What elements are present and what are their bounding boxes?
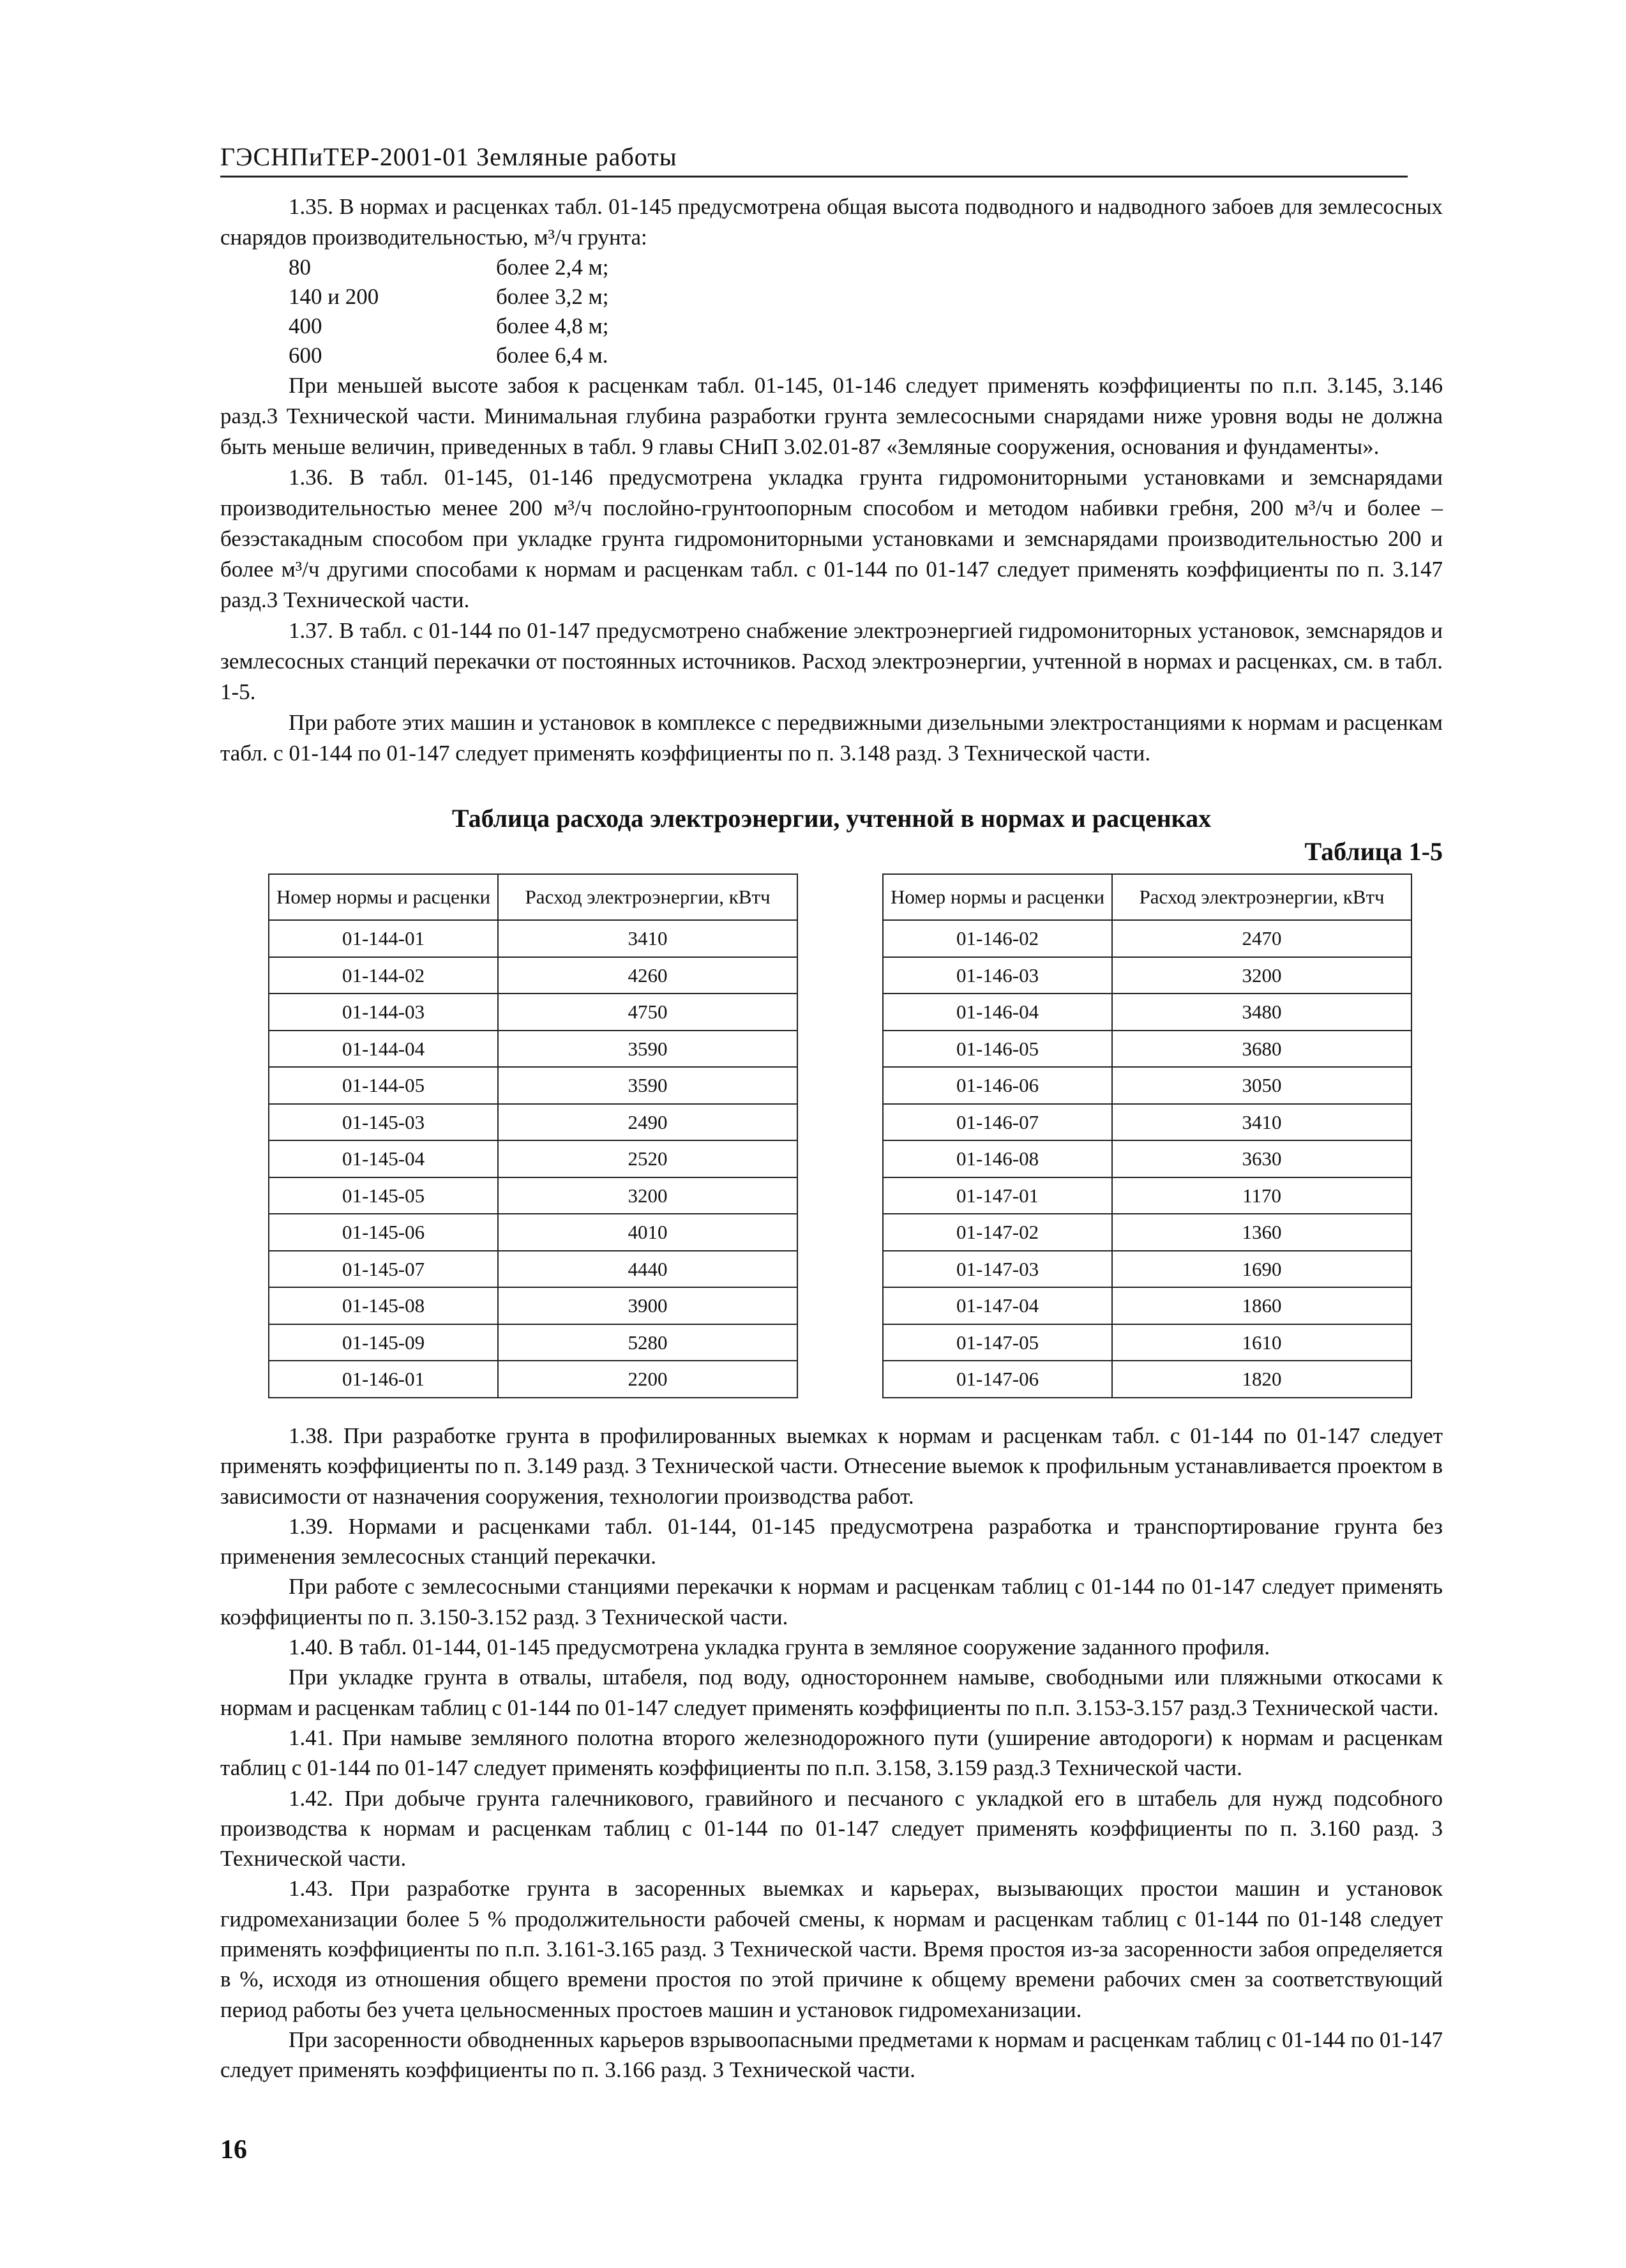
- energy-value-cell: 2520: [498, 1140, 797, 1177]
- heights-row: [220, 341, 1443, 370]
- text-block-top: [220, 192, 1443, 769]
- norm-code-cell: 01-146-07: [883, 1104, 1112, 1141]
- energy-value-cell: 2490: [498, 1104, 797, 1141]
- energy-table-left: [268, 873, 798, 1398]
- energy-value-cell: 4010: [498, 1214, 797, 1251]
- energy-value-cell: 5280: [498, 1324, 797, 1361]
- energy-value-cell: 3410: [498, 920, 797, 957]
- norm-code-cell: 01-145-09: [269, 1324, 498, 1361]
- norm-code-cell: 01-144-04: [269, 1031, 498, 1068]
- paragraph-1-37: 1.37. В табл. с 01-144 по 01-147 предусмотрено снабжение электроэнергией гидромониторных установок, земснарядов и землесосных станций перекачки от постоянных источников. Расход электроэнергии, учтенной в нормах и расценках, см. в табл. 1-5.: [220, 618, 1443, 704]
- norm-code-cell: 01-147-02: [883, 1214, 1112, 1251]
- height-value: более 6,4 м.: [496, 343, 608, 368]
- norm-code-cell: 01-146-03: [883, 957, 1112, 994]
- energy-value-cell: 2200: [498, 1361, 797, 1398]
- page-number: 16: [220, 2135, 247, 2165]
- heights-row: [220, 253, 1443, 282]
- norm-code-cell: 01-145-05: [269, 1177, 498, 1214]
- table-row: [883, 1067, 1411, 1104]
- table-row: [269, 1104, 797, 1141]
- table-row: [883, 1361, 1411, 1398]
- table-row: [883, 1031, 1411, 1068]
- energy-value-cell: 3630: [1112, 1140, 1411, 1177]
- energy-value-cell: 1360: [1112, 1214, 1411, 1251]
- energy-value-cell: 4750: [498, 994, 797, 1031]
- header-code: Номер нормы и расценки: [269, 874, 498, 920]
- table-row: [269, 920, 797, 957]
- table-row: [269, 1140, 797, 1177]
- energy-value-cell: 1170: [1112, 1177, 1411, 1214]
- norm-code-cell: 01-147-01: [883, 1177, 1112, 1214]
- energy-table-right: [882, 873, 1412, 1398]
- norm-code-cell: 01-146-08: [883, 1140, 1112, 1177]
- heights-list: [220, 253, 1443, 370]
- norm-code-cell: 01-146-05: [883, 1031, 1112, 1068]
- height-value: более 4,8 м;: [496, 314, 609, 338]
- table-header-row: [883, 874, 1411, 920]
- capacity-value: 140 и 200: [289, 284, 379, 309]
- paragraph-1-39-note: При работе с землесосными станциями перекачки к нормам и расценкам таблиц с 01-144 по 01-147 следует применять коэффициенты по п. 3.150-3.152 разд. 3 Технической части.: [220, 1574, 1443, 1629]
- height-value: более 3,2 м;: [496, 284, 609, 309]
- table-row: [883, 957, 1411, 994]
- table-row: [269, 1067, 797, 1104]
- energy-value-cell: 3590: [498, 1067, 797, 1104]
- table-row: [883, 920, 1411, 957]
- paragraph-1-37-note: При работе этих машин и установок в комплексе с передвижными дизельными электростанциями к нормам и расценкам табл. с 01-144 по 01-147 следует применять коэффициенты по п. 3.148 разд. 3 Технической части.: [220, 710, 1443, 766]
- energy-value-cell: 1820: [1112, 1361, 1411, 1398]
- table-row: [269, 957, 797, 994]
- energy-value-cell: 2470: [1112, 920, 1411, 957]
- energy-value-cell: 4260: [498, 957, 797, 994]
- paragraph-1-41: 1.41. При намыве земляного полотна второго железнодорожного пути (уширение автодороги) к нормам и расценкам таблиц с 01-144 по 01-147 следует применять коэффициенты по п.п. 3.158, 3.159 разд.3 Технической части.: [220, 1725, 1443, 1781]
- table-row: [883, 1324, 1411, 1361]
- table-row: [883, 1214, 1411, 1251]
- table-row: [269, 1177, 797, 1214]
- norm-code-cell: 01-144-02: [269, 957, 498, 994]
- energy-value-cell: 3590: [498, 1031, 797, 1068]
- norm-code-cell: 01-145-07: [269, 1251, 498, 1288]
- paragraph-1-35-note: При меньшей высоте забоя к расценкам табл. 01-145, 01-146 следует применять коэффициенты по п.п. 3.145, 3.146 разд.3 Технической части. Минимальная глубина разработки грунта землесосными снарядами ниже уровня воды не должна быть меньше величин, приведенных в табл. 9 главы СНиП 3.02.01-87 «Земляные сооружения, основания и фундаменты».: [220, 373, 1443, 459]
- paragraph-1-40-note: При укладке грунта в отвалы, штабеля, под воду, одностороннем намыве, свободными или пляжными откосами к нормам и расценкам таблиц с 01-144 по 01-147 следует применять коэффициенты по п.п. 3.153-3.157 разд.3 Технической части.: [220, 1665, 1443, 1720]
- paragraph-1-35: 1.35. В нормах и расценках табл. 01-145 предусмотрена общая высота подводного и надводного забоев для землесосных снарядов производительностью, м³/ч грунта:: [220, 194, 1443, 250]
- table-row: [883, 1251, 1411, 1288]
- capacity-value: 400: [289, 314, 322, 338]
- norm-code-cell: 01-145-03: [269, 1104, 498, 1141]
- table-row: [269, 1251, 797, 1288]
- norm-code-cell: 01-145-04: [269, 1140, 498, 1177]
- table-row: [883, 994, 1411, 1031]
- norm-code-cell: 01-145-06: [269, 1214, 498, 1251]
- paragraph-1-39: 1.39. Нормами и расценками табл. 01-144, 01-145 предусмотрена разработка и транспортирование грунта без применения землесосных станций перекачки.: [220, 1513, 1443, 1569]
- energy-value-cell: 1610: [1112, 1324, 1411, 1361]
- paragraph-1-36: 1.36. В табл. 01-145, 01-146 предусмотрена укладка грунта гидромониторными установками и земснарядами производительностью менее 200 м³/ч послойно-грунтоопорным способом и методом набивки гребня, 200 м³/ч и более – безэстакадным способом при укладке грунта гидромониторными установками и земснарядами производительностью 200 и более м³/ч другими способами к нормам и расценкам табл. с 01-144 по 01-147 следует применять коэффициенты по п. 3.147 разд.3 Технической части.: [220, 465, 1443, 612]
- energy-value-cell: 3200: [1112, 957, 1411, 994]
- table-number: Таблица 1-5: [1304, 837, 1443, 866]
- header-code: Номер нормы и расценки: [883, 874, 1112, 920]
- paragraph-1-42: 1.42. При добыче грунта галечникового, гравийного и песчаного с укладкой его в штабель для нужд подсобного производства к нормам и расценкам таблиц с 01-144 по 01-147 следует применять коэффициенты по п. 3.160 разд. 3 Технической части.: [220, 1785, 1443, 1871]
- paragraph-1-40: 1.40. В табл. 01-144, 01-145 предусмотрена укладка грунта в земляное сооружение заданного профиля.: [289, 1635, 1270, 1660]
- capacity-value: 80: [289, 255, 311, 280]
- capacity-value: 600: [289, 343, 322, 368]
- energy-value-cell: 1690: [1112, 1251, 1411, 1288]
- energy-value-cell: 3480: [1112, 994, 1411, 1031]
- table-row: [269, 1324, 797, 1361]
- paragraph-1-38: 1.38. При разработке грунта в профилированных выемках к нормам и расценкам табл. с 01-144 по 01-147 следует применять коэффициенты по п. 3.149 разд. 3 Технической части. Отнесение выемок к профильным устанавливается проектом в зависимости от назначения сооружения, технологии производства работ.: [220, 1423, 1443, 1509]
- norm-code-cell: 01-144-03: [269, 994, 498, 1031]
- table-row: [269, 1214, 797, 1251]
- heights-row: [220, 312, 1443, 341]
- table-row: [269, 994, 797, 1031]
- table-title: Таблица расхода электроэнергии, учтенной в нормах и расценках: [451, 804, 1212, 833]
- running-header: ГЭСНПиТЕР-2001-01 Земляные работы: [220, 142, 1408, 178]
- norm-code-cell: 01-145-08: [269, 1287, 498, 1324]
- table-row: [269, 1361, 797, 1398]
- energy-value-cell: 3680: [1112, 1031, 1411, 1068]
- table-row: [269, 1031, 797, 1068]
- heights-row: [220, 282, 1443, 312]
- header-value: Расход электроэнергии, кВтч: [1112, 874, 1411, 920]
- paragraph-1-43-note: При засоренности обводненных карьеров взрывоопасными предметами к нормам и расценкам таблиц с 01-144 по 01-147 следует применять коэффициенты по п. 3.166 разд. 3 Технической части.: [220, 2027, 1443, 2083]
- energy-value-cell: 3050: [1112, 1067, 1411, 1104]
- norm-code-cell: 01-144-01: [269, 920, 498, 957]
- table-row: [883, 1287, 1411, 1324]
- header-value: Расход электроэнергии, кВтч: [498, 874, 797, 920]
- norm-code-cell: 01-146-01: [269, 1361, 498, 1398]
- norm-code-cell: 01-144-05: [269, 1067, 498, 1104]
- norm-code-cell: 01-147-05: [883, 1324, 1112, 1361]
- paragraph-1-43: 1.43. При разработке грунта в засоренных выемках и карьерах, вызывающих простои машин и установок гидромеханизации более 5 % продолжительности рабочей смены, к нормам и расценкам таблиц с 01-144 по 01-148 следует применять коэффициенты по п.п. 3.161-3.165 разд. 3 Технической части. Время простоя из-за засоренности забоя определяется в %, исходя из отношения общего времени простоя по этой причине к общему времени рабочих смен за соответствующий период работы без учета цельносменных простоев машин и установок гидромеханизации.: [220, 1876, 1443, 2022]
- norm-code-cell: 01-146-04: [883, 994, 1112, 1031]
- norm-code-cell: 01-147-03: [883, 1251, 1112, 1288]
- norm-code-cell: 01-146-02: [883, 920, 1112, 957]
- table-row: [883, 1140, 1411, 1177]
- norm-code-cell: 01-146-06: [883, 1067, 1112, 1104]
- table-row: [883, 1177, 1411, 1214]
- height-value: более 2,4 м;: [496, 255, 609, 280]
- table-row: [269, 1287, 797, 1324]
- table-header-row: [269, 874, 797, 920]
- energy-value-cell: 3200: [498, 1177, 797, 1214]
- norm-code-cell: 01-147-04: [883, 1287, 1112, 1324]
- table-row: [883, 1104, 1411, 1141]
- energy-value-cell: 1860: [1112, 1287, 1411, 1324]
- energy-value-cell: 4440: [498, 1251, 797, 1288]
- text-block-bottom: [220, 1421, 1443, 2085]
- energy-value-cell: 3410: [1112, 1104, 1411, 1141]
- energy-value-cell: 3900: [498, 1287, 797, 1324]
- norm-code-cell: 01-147-06: [883, 1361, 1112, 1398]
